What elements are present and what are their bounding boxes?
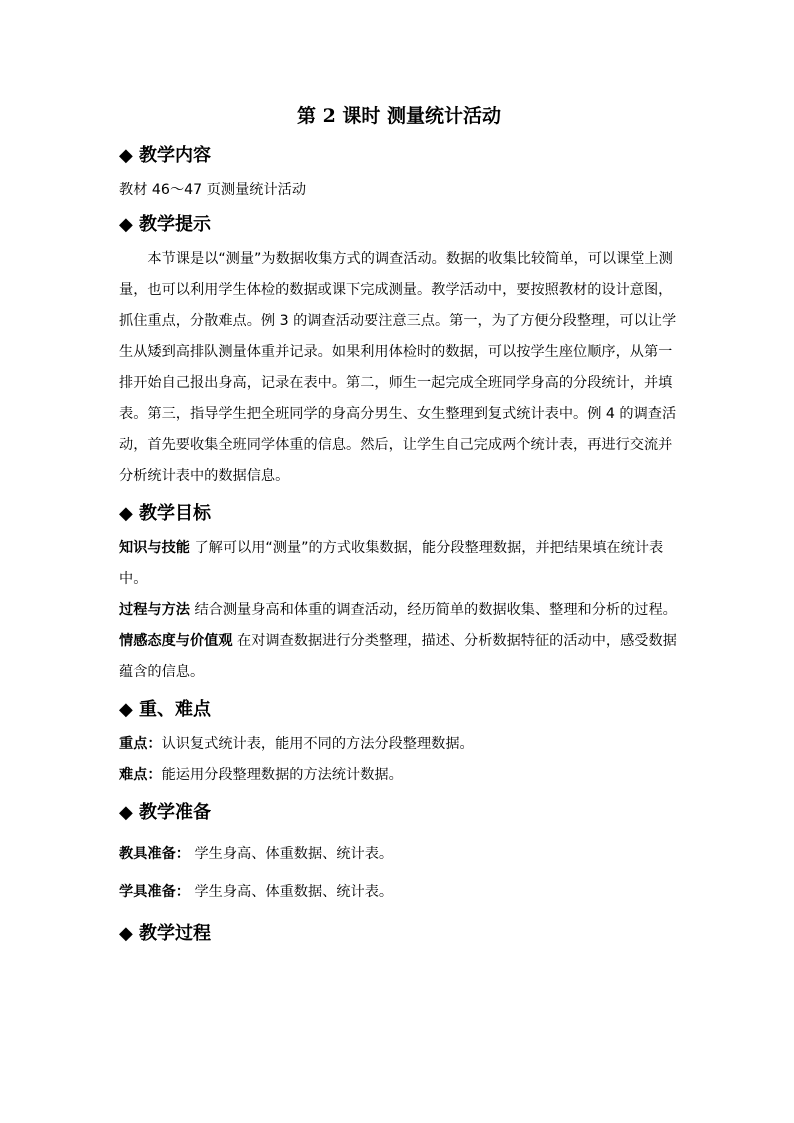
- keypoint-label: 难点：: [119, 767, 162, 783]
- section-heading-process: [119, 922, 679, 946]
- goal-attitude: [119, 626, 679, 688]
- prep-teacher: [119, 839, 679, 870]
- section-heading-label: 教学目标: [139, 503, 211, 524]
- page-title: 第 2 课时 测量统计活动: [296, 105, 502, 127]
- diamond-bullet-icon: ◆: [119, 214, 133, 235]
- goal-label: 情感态度与价值观: [119, 633, 233, 649]
- goal-knowledge: [119, 533, 679, 595]
- goal-text: 了解可以用“测量”的方式收集数据，能分段整理数据，并把结果填在统计表中。: [119, 540, 664, 587]
- prep-student: [119, 877, 679, 908]
- keypoint-label: 重点：: [119, 736, 162, 752]
- prep-label: 学具准备：: [119, 884, 190, 900]
- prep-text: 学生身高、体重数据、统计表。: [194, 846, 394, 862]
- diamond-bullet-icon: ◆: [119, 923, 133, 944]
- prep-text: 学生身高、体重数据、统计表。: [194, 884, 394, 900]
- prep-label: 教具准备：: [119, 846, 190, 862]
- keypoint-focus: [119, 729, 679, 760]
- goal-process: [119, 595, 679, 626]
- diamond-bullet-icon: ◆: [119, 503, 133, 524]
- goal-text: 在对调查数据进行分类整理，描述、分析数据特征的活动中，感受数据蕴含的信息。: [119, 633, 677, 680]
- section-heading-goals: [119, 502, 679, 526]
- hint-paragraph: 本节课是以“测量”为数据收集方式的调查活动。数据的收集比较简单，可以课堂上测量，也可以利用学生体检的数据或课下完成测量。教学活动中，要按照教材的设计意图，抓住重点，分散难点。例 3 的调查活动要注意三点。第一，为了方便分段整理，可以让学生从矮到高排队测量体重并记录。如果利用体检时的数据，可以按学生座位顺序，从第一排开始自己报出身高，记录在表中。第二，师生一起完成全班同学身高的分段统计，并填表。第三，指导学生把全班同学的身高分男生、女生整理到复式统计表中。例 4 的调查活动，首先要收集全班同学体重的信息。然后，让学生自己完成两个统计表，再进行交流并分析统计表中的数据信息。: [119, 251, 677, 484]
- goal-label: 知识与技能: [119, 540, 190, 556]
- section-heading-content: [119, 144, 679, 168]
- section-heading-label: 教学过程: [139, 923, 211, 944]
- content-text: 教材 46～47 页测量统计活动: [119, 182, 307, 198]
- section-heading-keypoints: [119, 698, 679, 722]
- document-page: [119, 100, 679, 946]
- keypoint-text: 能运用分段整理数据的方法统计数据。: [161, 767, 403, 783]
- keypoint-difficulty: [119, 760, 679, 791]
- goal-label: 过程与方法: [119, 602, 190, 618]
- section-heading-label: 教学准备: [139, 802, 211, 823]
- section-heading-prep: [119, 801, 679, 825]
- section-heading-label: 教学内容: [139, 145, 211, 166]
- goal-text: 结合测量身高和体重的调查活动，经历简单的数据收集、整理和分析的过程。: [194, 602, 677, 618]
- section-heading-label: 重、难点: [139, 699, 211, 720]
- keypoint-text: 认识复式统计表，能用不同的方法分段整理数据。: [161, 736, 474, 752]
- diamond-bullet-icon: ◆: [119, 802, 133, 823]
- diamond-bullet-icon: ◆: [119, 699, 133, 720]
- section-heading-hint: [119, 213, 679, 237]
- section-heading-label: 教学提示: [139, 214, 211, 235]
- diamond-bullet-icon: ◆: [119, 145, 133, 166]
